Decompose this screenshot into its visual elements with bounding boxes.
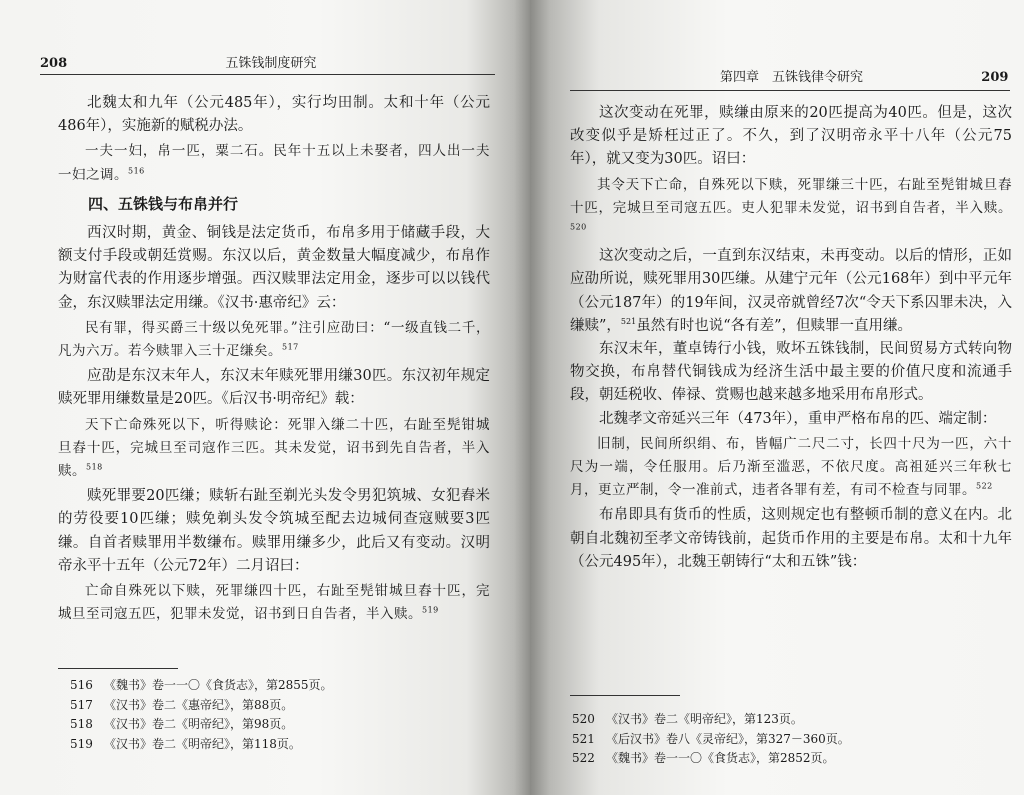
right-page-body <box>570 102 1012 574</box>
footnote-number: 521 <box>572 731 595 746</box>
paragraph-text: 这次变动之后，一直到东汉结束，未再变动。以后的情形，正如应劭所说，赎死罪用30匹缣。从建宁元年（公元168年）到中平元年（公元187年）的19年间，汉灵帝就曾经7次“令天下系囚罪未决，入缣赎”， <box>570 248 1012 334</box>
right-running-title: 第四章 五铢钱律令研究 <box>720 70 864 85</box>
footnote-number: 520 <box>572 712 595 726</box>
footnote-number: 519 <box>70 736 93 751</box>
paragraph-text: 其令天下亡命，自殊死以下赎，死罪缣三十匹，右趾至髡钳城旦舂十匹，完城旦至司寇五匹。吏人犯罪未发觉，诏书到自告者，半入赎。 <box>570 176 1012 216</box>
paragraph-text: 这次变动在死罪，赎缣由原来的20匹提高为40匹。但是，这次改变似乎是矫枉过正了。不久，到了汉明帝永平十八年（公元75年），就又变为30匹。诏曰： <box>570 105 1012 168</box>
section-heading <box>88 193 490 216</box>
paragraph-text: 旧制，民间所织绢、布，皆幅广二尺二寸，长四十尺为一匹，六十尺为一端，令任服用。后乃渐至滥恶，不依尺度。高祖延兴三年秋七月，更立严制，令一准前式，违者各罪有差，有司不检查与同罪。 <box>570 435 1012 499</box>
body-paragraph <box>570 504 1012 574</box>
footnote <box>70 735 490 755</box>
footnote <box>572 730 1002 750</box>
body-paragraph <box>570 102 1012 172</box>
body-paragraph <box>58 485 490 578</box>
paragraph-text: 东汉末年，董卓铸行小钱，败坏五铢钱制，民间贸易方式转向物物交换，布帛替代铜钱成为经济生活中最主要的价值尺度和流通手段，朝廷税收、俸禄、赏赐也越来越多地采用布帛形式。 <box>570 341 1012 404</box>
paragraph-text: 西汉时期，黄金、铜钱是法定货币，布帛多用于储藏手段，大额支付手段或朝廷赏赐。东汉以后，黄金数量大幅度减少，布帛作为财富代表的作用逐步增强。西汉赎罪法定用金，逐步可以以钱代金，东汉赎罪法定用缣。《汉书·惠帝纪》云： <box>58 225 490 311</box>
body-paragraph <box>58 92 490 138</box>
paragraph-text: 四、五铢钱与布帛并行 <box>88 194 239 213</box>
right-page <box>530 0 1024 795</box>
body-paragraph <box>570 338 1012 408</box>
footnote-ref: 519 <box>422 605 439 615</box>
quoted-passage <box>570 433 1012 503</box>
footnote-ref: 521 <box>620 317 637 326</box>
paragraph-text: 赎死罪要20匹缣；赎斩右趾至剃光头发令男犯筑城、女犯舂米的劳役要10匹缣；赎免剃头发令筑城至配去边城伺查寇贼要3匹缣。自首者赎罪用半数缣布。赎罪用缣多少，此后又有变动。汉明帝永平十五年（公元72年）二月诏曰： <box>58 488 490 574</box>
left-footnote-rule <box>58 668 178 669</box>
right-page-header <box>720 66 1008 85</box>
right-footnote-rule <box>570 695 680 696</box>
footnote <box>70 715 490 735</box>
paragraph-text: 民有罪，得买爵三十级以免死罪。”注引应劭曰：“一级直钱二千，凡为六万。若今赎罪入三十疋缣矣。 <box>58 319 490 360</box>
paragraph-text: 布帛即具有货币的性质，这则规定也有整顿币制的意义在内。北朝自北魏初至孝文帝铸钱前，起货币作用的主要是布帛。太和十九年（公元495年），北魏王朝铸行“太和五铢”钱： <box>570 507 1012 570</box>
left-page-number: 208 <box>40 56 68 71</box>
footnote-number: 518 <box>70 717 93 731</box>
left-footnotes <box>70 676 490 754</box>
right-page-number: 209 <box>981 70 1009 85</box>
right-header-rule <box>570 90 1010 91</box>
footnote-text: 《汉书》卷二《明帝纪》，第123页。 <box>606 712 803 726</box>
body-paragraph <box>58 222 490 315</box>
footnote-text: 《汉书》卷二《明帝纪》，第118页。 <box>104 736 301 751</box>
footnote-text: 《魏书》卷一一〇《食货志》，第2855页。 <box>104 678 333 692</box>
quoted-passage <box>58 317 490 363</box>
footnote-text: 《后汉书》卷八《灵帝纪》，第327－360页。 <box>606 731 850 746</box>
left-header-rule <box>40 74 495 75</box>
quoted-passage <box>570 174 1012 244</box>
footnote-ref: 520 <box>570 222 587 232</box>
footnote-ref: 522 <box>976 481 993 491</box>
right-footnotes <box>572 710 1002 769</box>
left-running-title: 五铢钱制度研究 <box>225 56 317 71</box>
body-paragraph <box>58 365 490 411</box>
footnote <box>70 676 490 696</box>
paragraph-text: 北魏孝文帝延兴三年（473年），重申严格布帛的匹、端定制： <box>599 410 997 427</box>
paragraph-text: 北魏太和九年（公元485年），实行均田制。太和十年（公元486年），实施新的赋税办法。 <box>58 95 490 135</box>
paragraph-text: 亡命自殊死以下赎，死罪缣四十匹，右趾至髡钳城旦舂十匹，完城旦至司寇五匹，犯罪未发觉，诏书到日自告者，半入赎。 <box>58 583 490 623</box>
footnote-number: 516 <box>70 678 93 692</box>
paragraph-text: 天下亡命殊死以下，听得赎论：死罪入缣二十匹，右趾至髡钳城旦舂十匹，完城旦至司寇作三匹。其未发觉，诏书到先自告者，半入赎。 <box>58 416 490 480</box>
footnote-text: 《汉书》卷二《明帝纪》，第98页。 <box>104 717 294 731</box>
left-page-header <box>40 52 316 71</box>
paragraph-text: 一夫一妇，帛一匹，粟二石。民年十五以上未娶者，四人出一夫一妇之调。 <box>58 143 490 183</box>
left-page-body <box>58 92 490 628</box>
footnote-text: 《汉书》卷二《惠帝纪》，第88页。 <box>104 697 294 712</box>
footnote-ref: 518 <box>86 462 103 472</box>
quoted-passage <box>58 580 490 626</box>
footnote <box>572 710 1002 730</box>
footnote-number: 522 <box>572 751 595 765</box>
quoted-passage <box>58 414 490 484</box>
footnote-ref: 517 <box>282 342 299 352</box>
body-paragraph <box>570 245 1012 338</box>
footnote-ref: 516 <box>128 166 145 176</box>
footnote <box>572 749 1002 769</box>
quoted-passage <box>58 140 490 186</box>
footnote-text: 《魏书》卷一一〇《食货志》，第2852页。 <box>606 751 835 765</box>
paragraph-text: 应劭是东汉末年人，东汉末年赎死罪用缣30匹。东汉初年规定赎死罪用缣数量是20匹。《后汉书·明帝纪》载： <box>58 368 490 408</box>
body-paragraph <box>570 408 1012 431</box>
paragraph-text: 虽然有时也说“各有差”，但赎罪一直用缣。 <box>636 317 913 334</box>
footnote <box>70 696 490 716</box>
footnote-number: 517 <box>70 697 93 712</box>
